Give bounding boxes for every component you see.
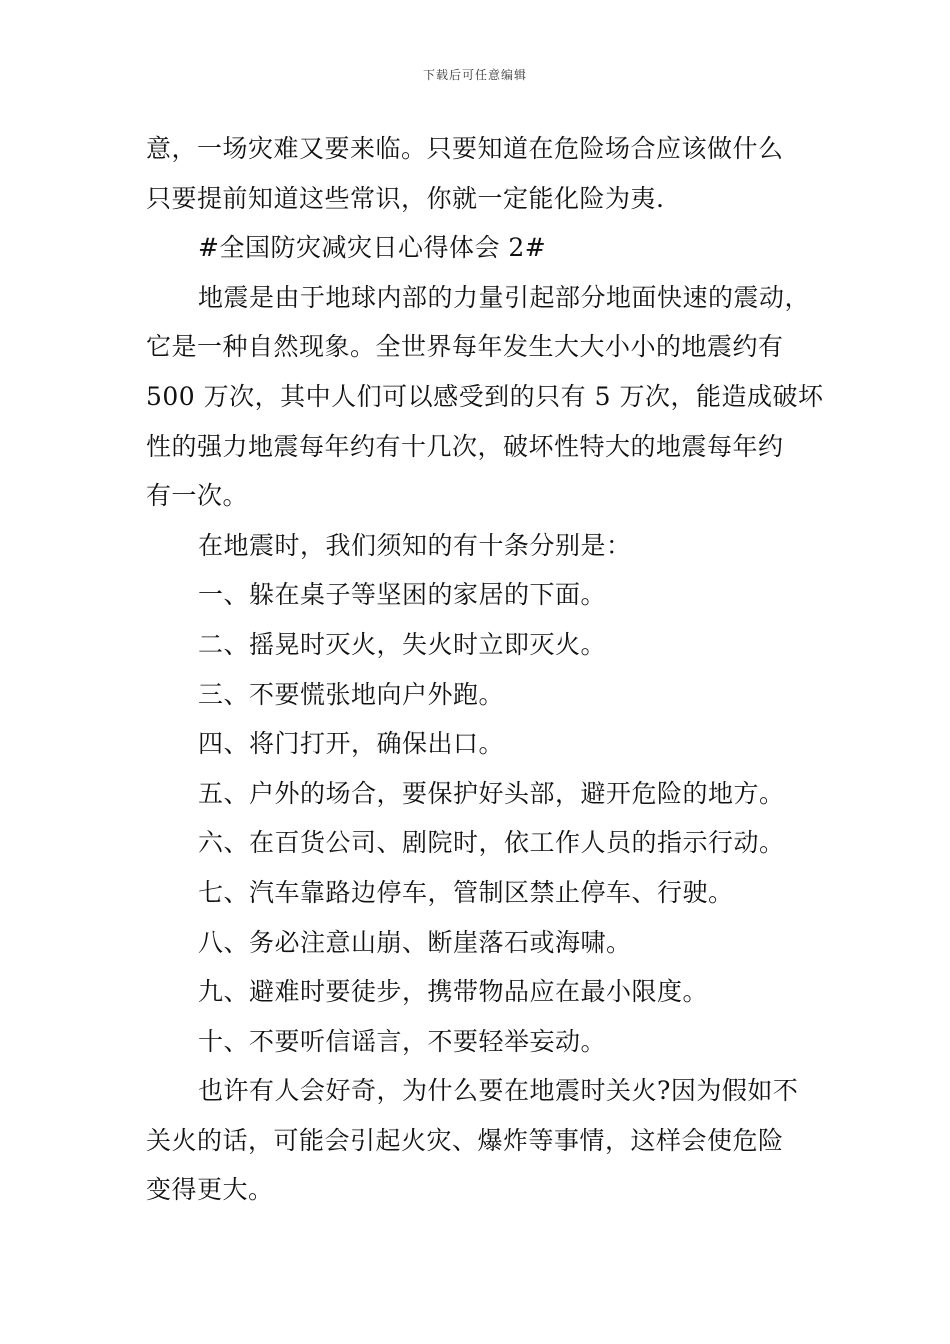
- body-line-5: 它是一种自然现象。全世界每年发生大大小小的地震约有: [146, 332, 784, 362]
- list-item-6: 六、在百货公司、剧院时，依工作人员的指示行动。: [198, 828, 785, 858]
- body-line-22: 变得更大。: [146, 1175, 274, 1205]
- list-item-1: 一、躲在桌子等坚困的家居的下面。: [198, 580, 607, 610]
- body-line-1: 意，一场灾难又要来临。只要知道在危险场合应该做什么: [146, 134, 784, 163]
- list-item-10: 十、不要听信谣言，不要轻举妄动。: [198, 1026, 607, 1056]
- section-heading: #全国防灾减灾日心得体会 2#: [198, 233, 547, 263]
- body-line-7: 性的强力地震每年约有十几次，破坏性特大的地震每年约: [146, 431, 784, 461]
- body-line-21: 关火的话，可能会引起火灾、爆炸等事情，这样会使危险: [146, 1125, 784, 1155]
- page-header: 下载后可任意编辑: [422, 68, 527, 82]
- body-line-2: 只要提前知道这些常识，你就一定能化险为夷.: [146, 183, 665, 213]
- list-item-2: 二、摇晃时灭火，失火时立即灭火。: [198, 629, 607, 659]
- body-line-20: 也许有人会好奇，为什么要在地震时关火?因为假如不: [198, 1076, 799, 1106]
- list-intro: 在地震时，我们须知的有十条分别是：: [198, 530, 632, 560]
- body-line-8: 有一次。: [146, 481, 249, 511]
- list-item-8: 八、务必注意山崩、断崖落石或海啸。: [198, 927, 632, 957]
- list-item-5: 五、户外的场合，要保护好头部，避开危险的地方。: [198, 778, 785, 808]
- list-item-3: 三、不要慌张地向户外跑。: [198, 679, 505, 709]
- body-line-6: 500 万次，其中人们可以感受到的只有 5 万次，能造成破坏: [146, 381, 824, 411]
- body-line-4: 地震是由于地球内部的力量引起部分地面快速的震动，: [198, 282, 811, 312]
- document-body: [146, 124, 824, 1215]
- list-item-7: 七、汽车靠路边停车，管制区禁止停车、行驶。: [198, 877, 734, 907]
- list-item-9: 九、避难时要徒步，携带物品应在最小限度。: [198, 977, 709, 1007]
- list-item-4: 四、将门打开，确保出口。: [198, 729, 505, 759]
